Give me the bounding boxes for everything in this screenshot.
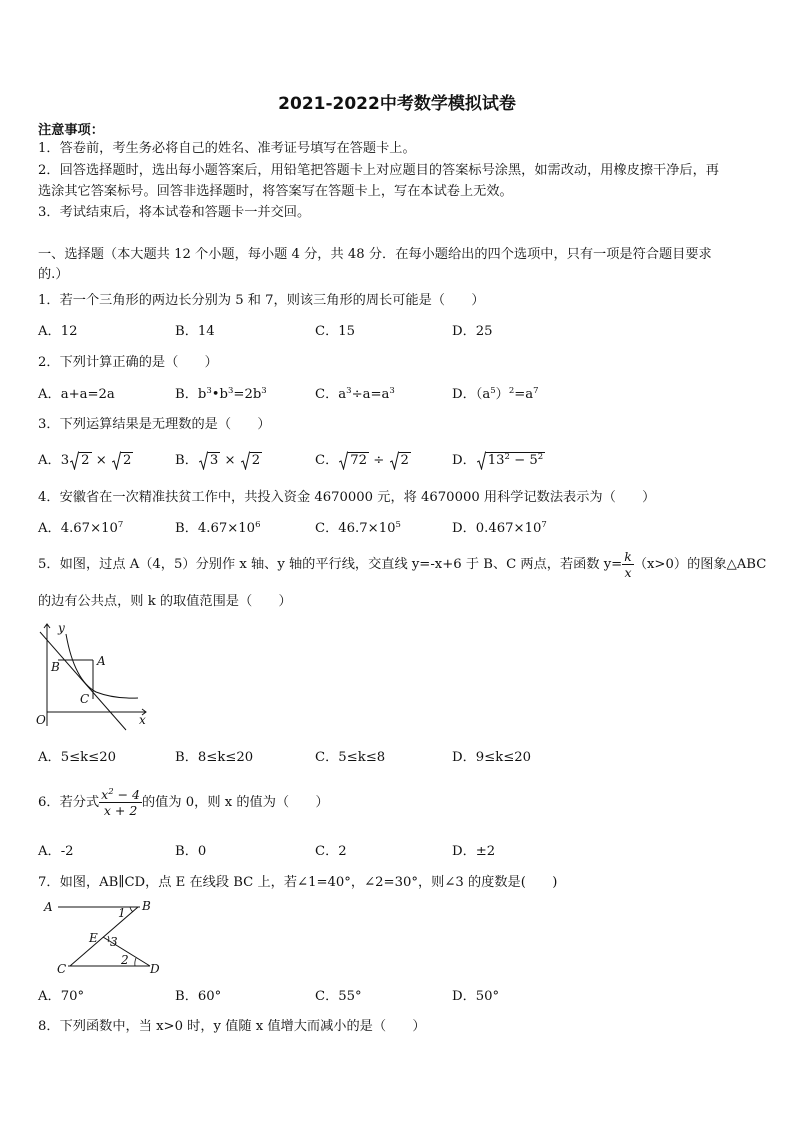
section-heading: 一、选择题（本大题共 12 个小题，每小题 4 分，共 48 分．在每小题给出的四个选项中，只有一项是符合题目要求 <box>38 247 712 262</box>
q2-option-c: C．$a^3\div a=a^3$ <box>315 386 395 402</box>
label-o: O <box>36 713 46 727</box>
q1-option-d: D．25 <box>452 324 493 339</box>
q2-stem: 2．下列计算正确的是（ ） <box>38 355 218 370</box>
sqrt-symbol: 2 <box>70 452 91 470</box>
q5-figure <box>34 620 152 732</box>
q7-stem: 7．如图，AB∥CD，点 E 在线段 BC 上，若∠1=40°，∠2=30°，则∠3 的度数是( ) <box>38 875 558 890</box>
notes-heading: 注意事项： <box>38 123 104 138</box>
sqrt-symbol: 2 <box>112 452 133 470</box>
q2-option-b: B．$b^3•b^3=2b^3$ <box>175 386 267 402</box>
q8-stem: 8．下列函数中，当 x>0 时，y 值随 x 值增大而减小的是（ ） <box>38 1019 426 1034</box>
label-y: y <box>58 621 65 635</box>
label-angle-3: 3 <box>110 935 118 949</box>
q3-option-d: D． $13^2 - 5^2$ <box>452 452 544 468</box>
q4-option-b: B．$4.67\times 10^6$ <box>175 520 261 536</box>
q3-option-b: B． 3 × 2 <box>175 453 261 468</box>
q5-option-b: B．8≤k≤20 <box>175 750 254 765</box>
q2-option-d: D．$(a^5)^2=a^7$ <box>452 386 539 402</box>
q6-option-a: A．-2 <box>38 844 74 859</box>
q2-option-a: A．a+a=2a <box>38 387 115 402</box>
label-c: C <box>80 692 90 706</box>
q4-option-a: A．$4.67\times 10^7$ <box>38 520 124 536</box>
q1-option-a: A．12 <box>38 324 78 339</box>
q7-option-c: C．55° <box>315 989 362 1004</box>
q1-stem: 1．若一个三角形的两边长分别为 5 和 7，则该三角形的周长可能是（ ） <box>38 293 485 308</box>
q7-option-b: B．60° <box>175 989 222 1004</box>
q6-stem: 6．若分式 $\frac{x^2 - 4}{x + 2}$ 的值为 0，则 x 的值为（ ） <box>38 787 329 818</box>
note-item-2-cont: 选涂其它答案标号。回答非选择题时，将答案写在答题卡上，写在本试卷上无效。 <box>38 184 513 199</box>
section-heading-cont: 的.） <box>38 267 69 282</box>
q6-option-d: D．±2 <box>452 844 496 859</box>
q1-option-c: C．15 <box>315 324 356 339</box>
label-b: B <box>142 899 151 913</box>
q4-option-c: C．$46.7\times 10^5$ <box>315 520 401 536</box>
q4-stem: 4．安徽省在一次精准扶贫工作中，共投入资金 4670000 元，将 4670000 用科学记数法表示为（ ） <box>38 490 656 505</box>
label-a: A <box>44 900 53 914</box>
q3-option-c: C． 72 ÷ 2 <box>315 453 409 468</box>
fraction-x2-4-over-x2: $\frac{x^2 - 4}{x + 2}$ <box>101 787 140 818</box>
page-title: 2021-2022中考数学模拟试卷 <box>278 94 516 114</box>
q7-figure <box>40 896 168 978</box>
label-c: C <box>57 962 67 976</box>
label-angle-1: 1 <box>118 906 126 920</box>
label-b: B <box>51 660 60 674</box>
label-a: A <box>97 654 106 668</box>
sqrt-symbol: 72 <box>339 452 369 470</box>
sqrt-symbol: 2 <box>241 452 262 470</box>
label-e: E <box>89 931 98 945</box>
q5-stem: 5．如图，过点 A（4，5）分别作 x 轴、y 轴的平行线，交直线 y=-x+6 于 B、C 两点，若函数 y= $\frac{k}{x}$ （x>0）的图象△ABC <box>38 549 767 580</box>
q1-option-b: B．14 <box>175 324 215 339</box>
fraction-k-over-x: $\frac{k}{x}$ <box>624 549 632 580</box>
q7-option-a: A．70° <box>38 989 85 1004</box>
q6-option-c: C．2 <box>315 844 347 859</box>
label-x: x <box>139 713 146 727</box>
q5-option-d: D．9≤k≤20 <box>452 750 532 765</box>
note-item-2: 2．回答选择题时，选出每小题答案后，用铅笔把答题卡上对应题目的答案标号涂黑，如需改动，用橡皮擦干净后，再 <box>38 163 719 178</box>
note-item-1: 1．答卷前，考生务必将自己的姓名、准考证号填写在答题卡上。 <box>38 141 416 156</box>
q4-option-d: D．$0.467\times 10^7$ <box>452 520 547 536</box>
label-d: D <box>150 962 160 976</box>
q5-option-c: C．5≤k≤8 <box>315 750 386 765</box>
q3-stem: 3．下列运算结果是无理数的是（ ） <box>38 417 271 432</box>
q3-option-a: A．3 2 × 2 <box>38 453 132 468</box>
q5-option-a: A．5≤k≤20 <box>38 750 116 765</box>
sqrt-symbol: $13^2 - 5^2$ <box>477 452 545 470</box>
note-item-3: 3．考试结束后，将本试卷和答题卡一并交回。 <box>38 205 311 220</box>
sqrt-symbol: 2 <box>390 452 411 470</box>
q6-option-b: B．0 <box>175 844 207 859</box>
label-angle-2: 2 <box>121 953 129 967</box>
sqrt-symbol: 3 <box>199 452 220 470</box>
q7-option-d: D．50° <box>452 989 500 1004</box>
q5-stem-cont: 的边有公共点，则 k 的取值范围是（ ） <box>38 594 292 609</box>
